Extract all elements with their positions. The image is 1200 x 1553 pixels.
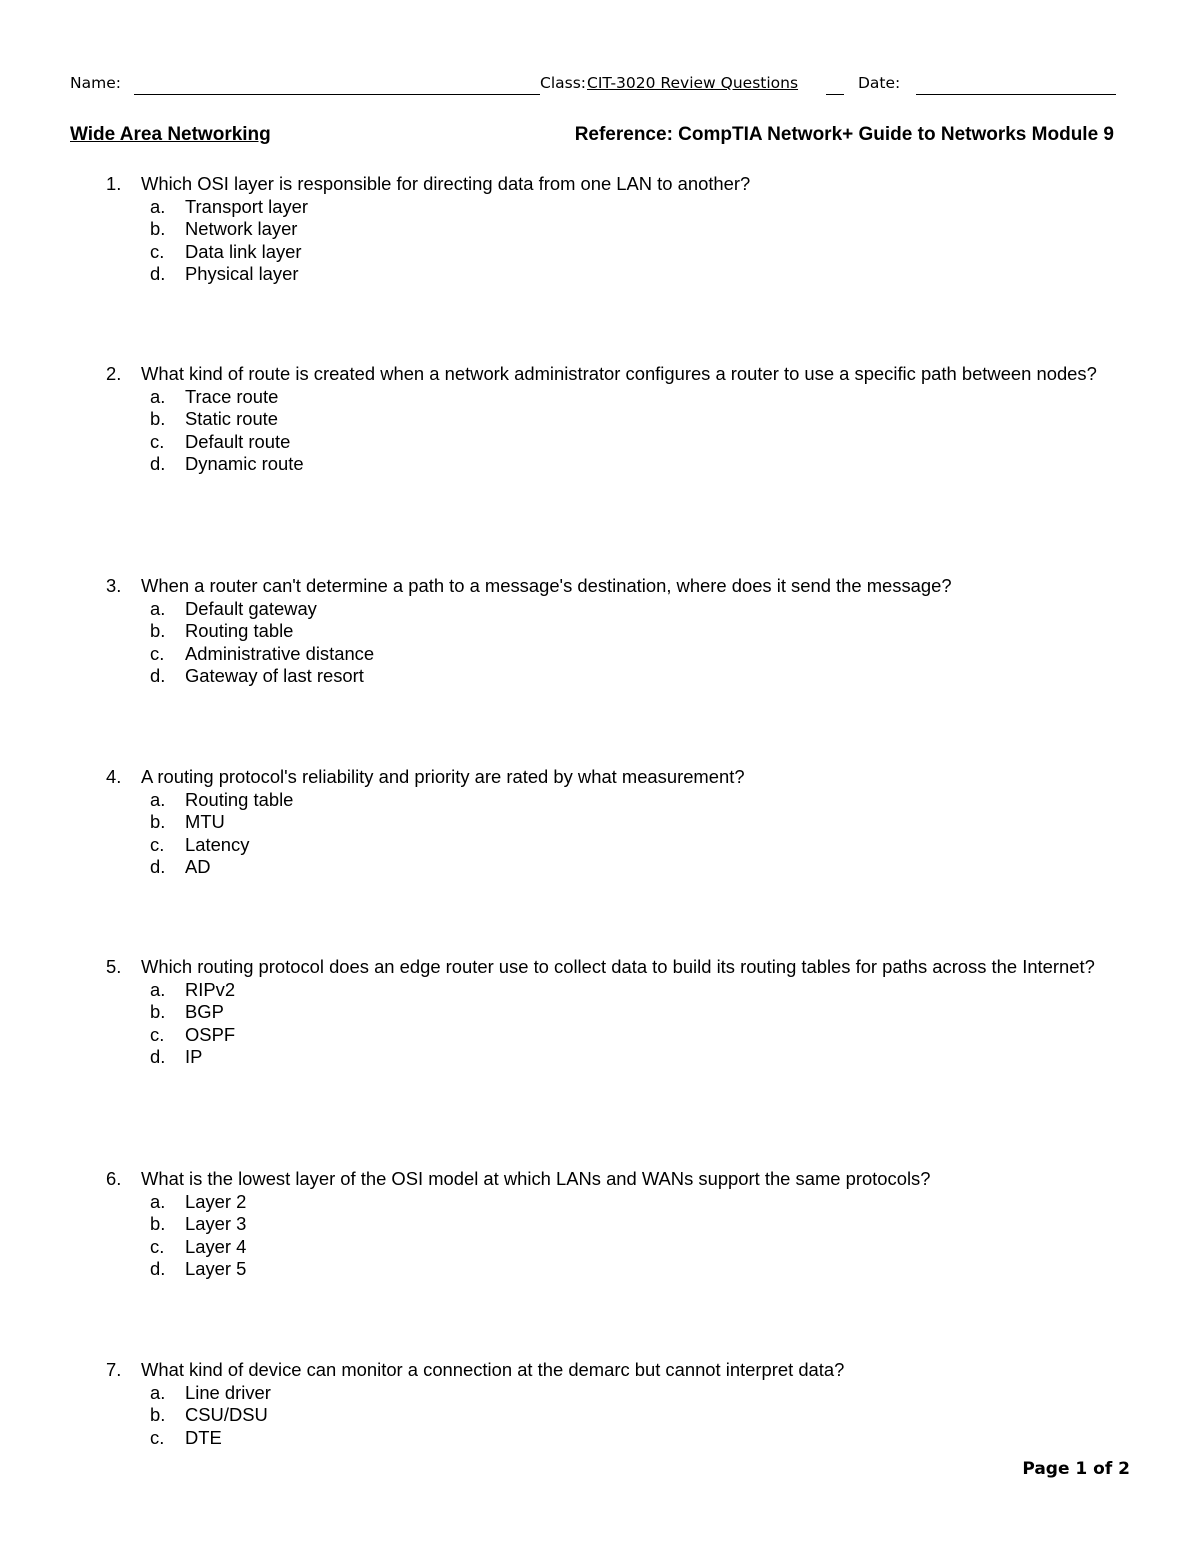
answer-option <box>0 979 1200 1002</box>
question-item <box>0 766 1200 879</box>
answer-options <box>0 598 1200 688</box>
answer-option <box>0 665 1200 688</box>
option-letter: b. <box>150 1404 166 1426</box>
question-text: What is the lowest layer of the OSI model at which LANs and WANs support the same protocols? <box>141 1168 931 1189</box>
answer-options <box>0 386 1200 476</box>
answer-option <box>0 241 1200 264</box>
option-text: Routing table <box>185 620 294 642</box>
question-number: 7. <box>106 1359 122 1380</box>
answer-option <box>0 789 1200 812</box>
option-text: RIPv2 <box>185 978 236 1000</box>
option-letter: c. <box>150 642 165 664</box>
option-text: MTU <box>185 811 225 833</box>
answer-options <box>0 979 1200 1069</box>
answer-options <box>0 196 1200 286</box>
question-text: Which OSI layer is responsible for directing data from one LAN to another? <box>141 173 751 194</box>
option-letter: d. <box>150 1258 166 1280</box>
answer-option <box>0 1427 1200 1450</box>
answer-option <box>0 620 1200 643</box>
document-title: Wide Area Networking <box>70 124 271 145</box>
option-letter: d. <box>150 453 166 475</box>
option-letter: a. <box>150 195 166 217</box>
page-number: Page 1 of 2 <box>1022 1459 1130 1479</box>
option-text: Default route <box>185 430 291 452</box>
class-blank <box>826 94 844 95</box>
option-text: Gateway of last resort <box>185 665 364 687</box>
option-letter: d. <box>150 856 166 878</box>
class-value: CIT-3020 Review Questions <box>587 74 799 92</box>
question-text: Which routing protocol does an edge router use to collect data to build its routing tables for paths across the Internet? <box>141 956 1095 977</box>
option-text: Physical layer <box>185 263 299 285</box>
option-text: AD <box>185 856 211 878</box>
option-text: Administrative distance <box>185 642 375 664</box>
option-letter: c. <box>150 430 165 452</box>
question-number: 6. <box>106 1168 122 1189</box>
answer-option <box>0 218 1200 241</box>
option-letter: a. <box>150 597 166 619</box>
option-text: Layer 2 <box>185 1190 247 1212</box>
answer-option <box>0 408 1200 431</box>
option-text: BGP <box>185 1001 224 1023</box>
answer-option <box>0 811 1200 834</box>
reference-title: Reference: CompTIA Network+ Guide to Networks Module 9 <box>574 124 1114 145</box>
option-text: Transport layer <box>185 195 308 217</box>
option-text: Layer 4 <box>185 1235 247 1257</box>
option-letter: b. <box>150 408 166 430</box>
option-text: CSU/DSU <box>185 1404 268 1426</box>
option-letter: b. <box>150 1213 166 1235</box>
option-letter: c. <box>150 1426 165 1448</box>
answer-options <box>0 1382 1200 1450</box>
option-text: Layer 3 <box>185 1213 247 1235</box>
option-letter: a. <box>150 978 166 1000</box>
option-text: Default gateway <box>185 597 317 619</box>
option-letter: c. <box>150 240 165 262</box>
option-text: Static route <box>185 408 279 430</box>
answer-option <box>0 1213 1200 1236</box>
answer-options <box>0 1191 1200 1281</box>
option-letter: b. <box>150 1001 166 1023</box>
name-label: Name: <box>70 74 121 92</box>
answer-option <box>0 196 1200 219</box>
option-letter: b. <box>150 218 166 240</box>
answer-option <box>0 431 1200 454</box>
answer-option <box>0 453 1200 476</box>
question-number: 1. <box>106 173 122 194</box>
question-number: 5. <box>106 956 122 977</box>
question-item <box>0 575 1200 688</box>
question-item <box>0 173 1200 286</box>
class-label: Class: <box>540 74 587 92</box>
question-number: 2. <box>106 363 122 384</box>
option-letter: c. <box>150 1023 165 1045</box>
option-text: IP <box>185 1046 203 1068</box>
answer-option <box>0 598 1200 621</box>
date-blank <box>916 94 1116 95</box>
option-letter: d. <box>150 263 166 285</box>
option-letter: c. <box>150 1235 165 1257</box>
option-letter: a. <box>150 1190 166 1212</box>
header-line <box>70 74 1116 98</box>
option-letter: d. <box>150 1046 166 1068</box>
option-letter: a. <box>150 788 166 810</box>
name-blank <box>134 94 540 95</box>
option-text: Network layer <box>185 218 298 240</box>
option-text: OSPF <box>185 1023 236 1045</box>
option-text: Line driver <box>185 1381 271 1403</box>
question-item <box>0 1168 1200 1281</box>
answer-option <box>0 643 1200 666</box>
answer-options <box>0 789 1200 879</box>
date-label: Date: <box>858 74 901 92</box>
question-text: A routing protocol's reliability and priority are rated by what measurement? <box>141 766 745 787</box>
option-letter: a. <box>150 1381 166 1403</box>
answer-option <box>0 1236 1200 1259</box>
question-text: What kind of route is created when a network administrator configures a router to use a specific path between nodes? <box>141 363 1097 384</box>
answer-option <box>0 1001 1200 1024</box>
question-item <box>0 363 1200 476</box>
option-letter: c. <box>150 833 165 855</box>
answer-option <box>0 1046 1200 1069</box>
answer-option <box>0 1258 1200 1281</box>
question-text: When a router can't determine a path to a message's destination, where does it send the message? <box>141 575 952 596</box>
option-text: Routing table <box>185 788 294 810</box>
answer-option <box>0 834 1200 857</box>
question-item <box>0 956 1200 1069</box>
question-number: 4. <box>106 766 122 787</box>
answer-option <box>0 856 1200 879</box>
question-text: What kind of device can monitor a connection at the demarc but cannot interpret data? <box>141 1359 845 1380</box>
answer-option <box>0 1024 1200 1047</box>
option-letter: d. <box>150 665 166 687</box>
question-item <box>0 1359 1200 1449</box>
answer-option <box>0 386 1200 409</box>
option-text: Dynamic route <box>185 453 304 475</box>
option-text: Trace route <box>185 385 279 407</box>
answer-option <box>0 1404 1200 1427</box>
answer-option <box>0 1382 1200 1405</box>
option-letter: b. <box>150 620 166 642</box>
option-text: Layer 5 <box>185 1258 247 1280</box>
option-text: Latency <box>185 833 250 855</box>
question-number: 3. <box>106 575 122 596</box>
option-text: Data link layer <box>185 240 302 262</box>
answer-option <box>0 1191 1200 1214</box>
option-text: DTE <box>185 1426 222 1448</box>
option-letter: b. <box>150 811 166 833</box>
option-letter: a. <box>150 385 166 407</box>
answer-option <box>0 263 1200 286</box>
